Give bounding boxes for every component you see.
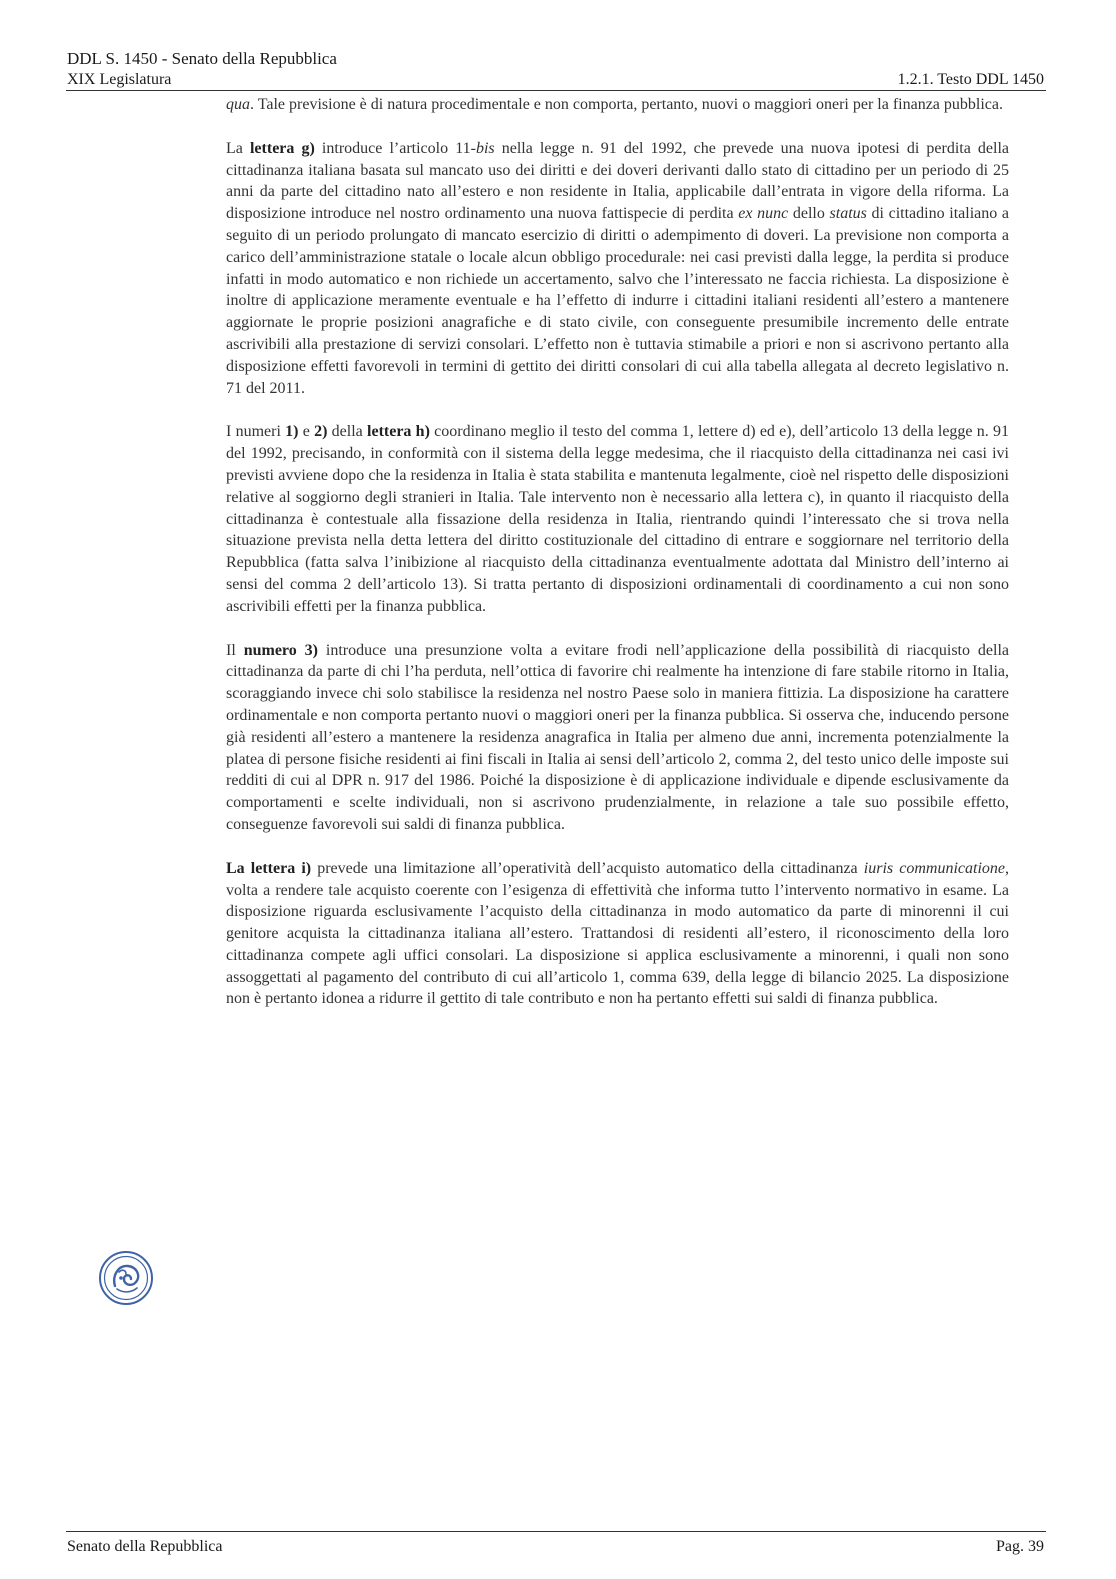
paragraph-financial-note bbox=[226, 94, 1009, 116]
document-body bbox=[226, 94, 1009, 1032]
paragraph-numero-3 bbox=[226, 640, 1009, 836]
bold-reference: 1) bbox=[285, 423, 299, 441]
italic-text: ex nunc bbox=[738, 205, 789, 223]
bold-reference: lettera g) bbox=[249, 139, 315, 157]
paragraph-lettera-h bbox=[226, 421, 1009, 617]
italic-text: qua bbox=[226, 96, 250, 113]
paragraph-text: nella legge n. 91 del 1992, che prevede una nuova ipotesi di perdita della cittadinanza italiana basata sul mancato uso dei diritti e dei doveri derivanti dallo stato di cittadino per un periodo di 25 anni da parte del cittadino nato all’estero e non residente in Italia, applicabile dall’entrata in vigore della riforma. La disposizione introduce nel nostro ordinamento una nuova fattispecie di perdita bbox=[226, 139, 1010, 223]
page-number: Pag. 39 bbox=[996, 1538, 1044, 1555]
bold-reference: 2) bbox=[314, 423, 328, 441]
document-title: DDL S. 1450 - Senato della Repubblica bbox=[67, 49, 337, 68]
footer-divider bbox=[66, 1531, 1046, 1532]
paragraph-text: , volta a rendere tale acquisto coerente con l’esigenza di effettività che informa tutto l’intervento normativo in esame. La disposizione riguarda esclusivamente l’acquisto della cittadinanza in modo automatico da parte di minorenni il cui genitore acquista la cittadinanza italiana all’estero. Trattandosi di residenti all’estero, il riconoscimento della loro cittadinanza compete agli uffici consolari. La disposizione si applica esclusivamente a minorenni, i quali non sono assoggettati al pagamento del contributo di cui all’articolo 1, comma 639, della legge di bilancio 2025. La disposizione non è pertanto idonea a ridurre il gettito di tale contributo e non ha pertanto effetti sui saldi di finanza pubblica. bbox=[226, 859, 1009, 1008]
paragraph-text: di cittadino italiano a seguito di un periodo prolungato di mancato esercizio di diritti o adempimento di doveri. La previsione non comporta a carico dell’amministrazione statale o locale alcun obbligo procedurale: nei casi previsti dalla legge, la perdita si produce infatti in modo automatico e non richiede un accertamento, salvo che l’interessato ne faccia richiesta. La disposizione è inoltre di applicazione meramente eventuale e ha l’effetto di indurre i cittadini italiani residenti all’estero a mantenere aggiornate le proprie posizioni anagrafiche e di stato civile, con conseguente presumibile incremento delle entrate ascrivibili alla prestazione di servizi consolari. L’effetto non è tuttavia stimabile a priori e non si ascrivono pertanto alla disposizione effetti favorevoli in termini di gettito dei diritti consolari di cui alla tabella allegata al decreto legislativo n. 71 del 2011. bbox=[226, 205, 1010, 397]
footer-institution: Senato della Repubblica bbox=[67, 1538, 223, 1555]
paragraph-text: introduce una presunzione volta a evitare frodi nell’applicazione della possibilità di riacquisto della cittadinanza da parte di chi l’ha perduta, nell’ottica di favorire chi realmente ha intenzione di fare stabile ritorno in Italia, scoraggiando invece chi solo stabilisce la residenza nel nostro Paese solo in maniera fittizia. La disposizione ha carattere ordinamentale e non comporta pertanto nuovi o maggiori oneri per la finanza pubblica. Si osserva che, inducendo persone già residenti all’estero a mantenere la residenza anagrafica in Italia per almeno due anni, incrementa potenzialmente la platea di persone fisiche residenti ai fini fiscali in Italia ai sensi dell’articolo 2, comma 2, del testo unico delle imposte sui redditi di cui al DPR n. 917 del 1986. Poiché la disposizione è di applicazione individuale e dipende esclusivamente da comportamenti e scelte individuali, non si ascrivono prudenzialmente, in relazione a tale suo possibile effetto, conseguenze favorevoli sui saldi di finanza pubblica. bbox=[226, 641, 1009, 833]
paragraph-lettera-i bbox=[226, 858, 1009, 1011]
paragraph-text: Il bbox=[226, 641, 244, 659]
bold-reference: La lettera i) bbox=[226, 859, 312, 877]
italic-text: bis bbox=[475, 139, 495, 157]
paragraph-text: coordinano meglio il testo del comma 1, lettere d) ed e), dell’articolo 13 della legge n. 91 del 1992, precisando, in conformità con il sistema della legge medesima, che il riacquisto della cittadinanza nei casi ivi previsti avviene dopo che la residenza in Italia è stata stabilita e mantenuta legalmente, cioè nel rispetto delle disposizioni relative al soggiorno degli stranieri in Italia. Tale intervento non è necessario alla lettera c), in quanto il riacquisto della cittadinanza è contestuale alla fissazione della residenza in Italia, rientrando quindi l’interessato che si trova nella situazione prevista nella detta lettera del diritto costituzionale del cittadino di entrare e soggiornare nel territorio della Repubblica (fatta salva l’inibizione al riacquisto della cittadinanza eventualmente adottata dal Ministro dell’interno ai sensi del comma 2 dell’articolo 13). Si tratta pertanto di disposizioni ordinamentali di coordinamento a cui non sono ascrivibili effetti per la finanza pubblica. bbox=[226, 423, 1010, 615]
paragraph-text: La bbox=[226, 139, 250, 157]
bold-reference: numero 3) bbox=[243, 641, 318, 659]
header-divider bbox=[66, 90, 1046, 91]
paragraph-text: . Tale previsione è di natura procedimentale e non comporta, pertanto, nuovi o maggiori oneri per la finanza pubblica. bbox=[250, 96, 1003, 113]
paragraph-text: e bbox=[298, 423, 315, 441]
paragraph-text: dello bbox=[788, 205, 830, 223]
paragraph-text: I numeri bbox=[226, 423, 286, 441]
italic-text: status bbox=[829, 205, 867, 223]
paragraph-lettera-g bbox=[226, 138, 1009, 400]
paragraph-text: della bbox=[327, 423, 368, 441]
senate-seal-icon bbox=[98, 1250, 154, 1306]
legislature-label: XIX Legislatura bbox=[67, 71, 172, 88]
italic-text: iuris communicatione bbox=[863, 859, 1005, 877]
bold-reference: lettera h) bbox=[367, 423, 430, 441]
paragraph-text: prevede una limitazione all’operatività dell’acquisto automatico della cittadinanza bbox=[311, 859, 864, 877]
paragraph-text: introduce l’articolo 11- bbox=[314, 139, 476, 157]
section-reference: 1.2.1. Testo DDL 1450 bbox=[897, 71, 1044, 88]
